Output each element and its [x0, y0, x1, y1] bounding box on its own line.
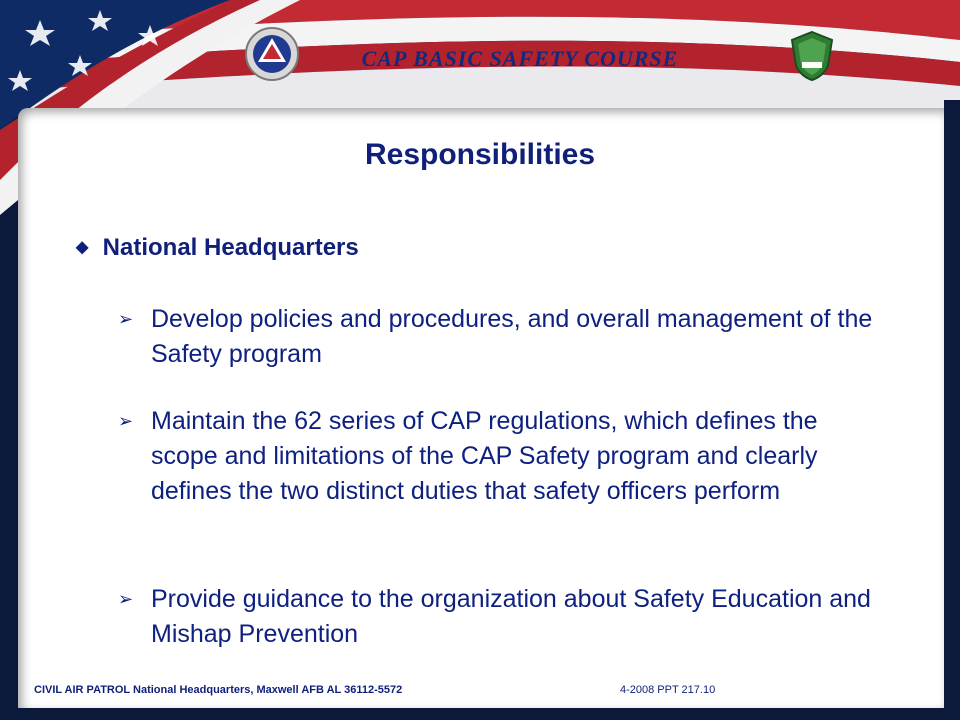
- safety-shield-icon: [790, 30, 834, 82]
- diamond-bullet-icon: ◆: [76, 239, 89, 256]
- arrow-bullet-icon: ➢: [118, 411, 134, 431]
- footer-slide-id: 4-2008 PPT 217.10: [620, 684, 716, 696]
- footer-organization: CIVIL AIR PATROL National Headquarters, Maxwell AFB AL 36112-5572: [34, 684, 403, 696]
- list-item: [118, 302, 878, 372]
- section-heading: [76, 234, 359, 262]
- slide-title: Responsibilities: [364, 138, 596, 171]
- arrow-bullet-icon: ➢: [118, 309, 134, 329]
- arrow-bullet-icon: ➢: [118, 589, 134, 609]
- list-item: [118, 404, 878, 509]
- bullet-text: Provide guidance to the organization about Safety Education and Mishap Prevention: [151, 585, 871, 648]
- civil-air-patrol-emblem-icon: [244, 24, 300, 84]
- bullet-text: Develop policies and procedures, and overall management of the Safety program: [151, 305, 873, 368]
- bullet-text: Maintain the 62 series of CAP regulations, which defines the scope and limitations of the CAP Safety program and clearly defines the two distinct duties that safety officers perform: [151, 407, 818, 505]
- course-title: CAP BASIC SAFETY COURSE: [361, 46, 679, 71]
- section-title: National Headquarters: [102, 234, 359, 261]
- list-item: [118, 582, 878, 652]
